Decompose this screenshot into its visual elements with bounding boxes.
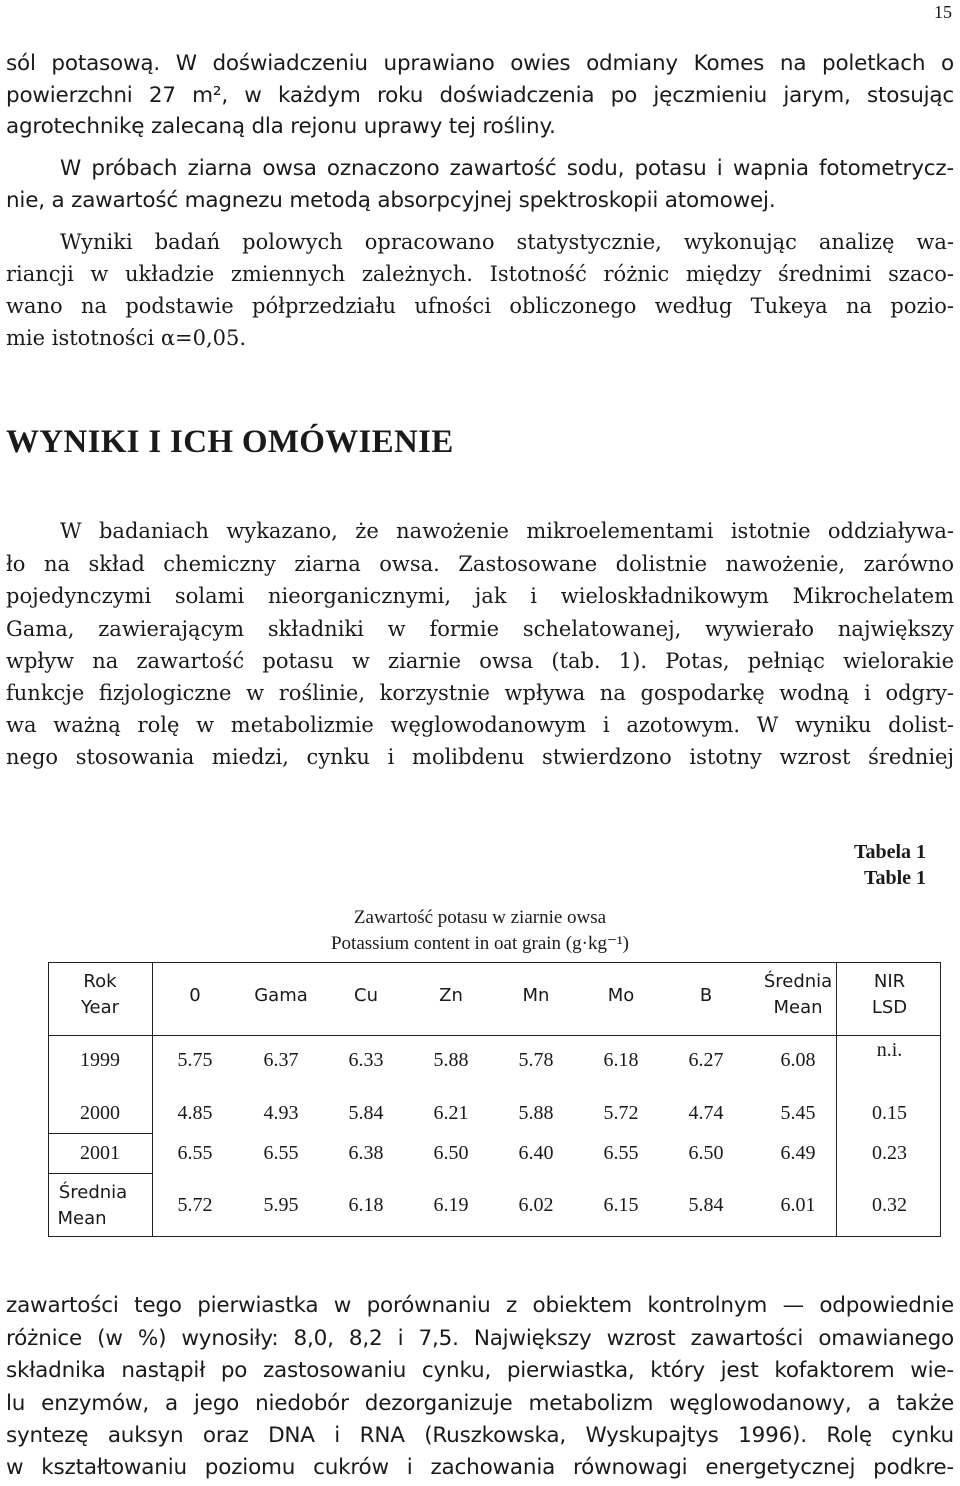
table-title-en: Potassium content in oat grain (g·kg⁻¹) [330,933,630,954]
mean-cell: 6.08 [780,1049,816,1071]
header-treatment: 0 [189,985,201,1006]
value-cell: 6.18 [603,1049,639,1071]
text-line: nie, a zawartość magnezu metodą absorpcyjnej spektroskopii atomowej. [6,188,776,213]
text-line: sól potasową. W doświadczeniu uprawiano owies odmiany Komes na poletkach o [6,51,954,76]
text-line: mie istotności α=0,05. [6,326,247,350]
text-line: funkcje fizjologiczne w roślinie, korzystnie wpływa na gospodarkę wodną i odgry- [6,681,954,705]
year-cell: 2000 [80,1102,120,1124]
value-cell: 6.55 [177,1142,213,1164]
header-treatment: B [699,985,713,1006]
value-cell: 6.18 [348,1194,384,1216]
value-cell: 6.37 [263,1049,299,1071]
table-caption-pl: Tabela 1 [853,841,926,863]
value-cell: 6.27 [688,1049,724,1071]
value-cell: 4.74 [688,1102,724,1124]
value-cell: 5.95 [263,1194,299,1216]
value-cell: 5.84 [688,1194,724,1216]
value-cell: 6.33 [348,1049,384,1071]
lsd-cell: 0.15 [872,1102,907,1124]
year-cell: 1999 [80,1049,120,1071]
text-line: wa ważną rolę w metabolizmie węglowodanowym i azotowym. W wyniku dolist- [6,713,954,737]
text-line: W próbach ziarna owsa oznaczono zawartość sodu, potasu i wapnia fotometrycz- [60,156,954,181]
text-line: pojedynczymi solami nieorganicznymi, jak i wieloskładnikowym Mikrochelatem [6,584,954,608]
text-line: ło na skład chemiczny ziarna owsa. Zastosowane dolistnie nawożenie, zarówno [6,552,954,576]
section-heading: WYNIKI I ICH OMÓWIENIE [6,424,454,460]
header-treatment: Cu [354,985,378,1006]
table-title-pl: Zawartość potasu w ziarnie owsa [353,907,607,928]
text-line: Wyniki badań polowych opracowano statystycznie, wykonując analizę wa- [60,230,954,254]
value-cell: 5.88 [433,1049,469,1071]
lsd-cell: n.i. [876,1039,903,1061]
value-cell: 4.93 [263,1102,299,1124]
value-cell: 5.88 [518,1102,554,1124]
header-treatment: Zn [439,985,463,1006]
text-line: Gama, zawierającym składniki w formie schelatowanej, wywierało największy [6,617,954,641]
header-lsd-pl: NIR [873,971,906,992]
header-treatment: Gama [254,985,308,1006]
text-line: wano na podstawie półprzedziału ufności obliczonego według Tukeya na pozio- [6,294,954,318]
header-divider [48,1035,941,1036]
lsd-cell: 0.32 [872,1194,907,1216]
mean-cell: 6.01 [780,1194,816,1216]
value-cell: 6.19 [433,1194,469,1216]
text-line: W badaniach wykazano, że nawożenie mikroelementami istotnie oddziaływa- [60,519,954,543]
value-cell: 6.15 [603,1194,639,1216]
header-treatment: Mn [522,985,550,1006]
text-line: wpływ na zawartość potasu w ziarnie owsa (tab. 1). Potas, pełniąc wielorakie [6,649,954,673]
value-cell: 5.72 [603,1102,639,1124]
header-treatment: Mo [607,985,635,1006]
value-cell: 6.38 [348,1142,384,1164]
value-cell: 6.40 [518,1142,554,1164]
header-mean-pl: Średnia [763,971,833,992]
lsd-cell: 0.23 [872,1142,907,1164]
value-cell: 6.50 [688,1142,724,1164]
text-line: riancji w układzie zmiennych zależnych. Istotność różnic między średnimi szaco- [6,262,954,286]
header-mean-en: Mean [773,997,823,1018]
header-year-en: Year [80,997,120,1018]
value-cell: 5.75 [177,1049,213,1071]
text-line: składnika nastąpił po zastosowaniu cynku, pierwiastka, który jest kofaktorem wie- [6,1358,954,1383]
mean-cell: 6.49 [780,1142,816,1164]
text-line: nego stosowania miedzi, cynku i molibdenu stwierdzono istotny wzrost średniej [6,745,954,769]
row-divider [48,1173,152,1174]
text-line: różnice (w %) wynosiły: 8,0, 8,2 i 7,5. Największy wzrost zawartości omawianego [6,1326,954,1351]
text-line: w kształtowaniu poziomu cukrów i zachowania równowagi energetycznej podkre- [6,1455,954,1480]
mean-row-label-pl: Średnia [58,1182,128,1203]
table-caption-en: Table 1 [863,867,926,889]
year-cell: 2001 [80,1142,120,1164]
column-divider [152,962,153,1237]
text-line: syntezę auksyn oraz DNA i RNA (Ruszkowska, Wyskupajtys 1996). Rolę cynku [6,1423,954,1448]
value-cell: 6.21 [433,1102,469,1124]
value-cell: 5.84 [348,1102,384,1124]
text-line: agrotechnikę zalecaną dla rejonu uprawy tej rośliny. [6,114,556,139]
header-year-pl: Rok [83,971,117,992]
text-line: lu enzymów, a jego niedobór dezorganizuje metabolizm węglowodanowy, a także [6,1391,954,1416]
header-lsd-en: LSD [871,997,908,1018]
value-cell: 5.72 [177,1194,213,1216]
row-divider [48,1133,152,1134]
page-number: 15 [934,2,952,22]
value-cell: 6.55 [603,1142,639,1164]
value-cell: 6.50 [433,1142,469,1164]
value-cell: 6.55 [263,1142,299,1164]
mean-cell: 5.45 [780,1102,816,1124]
text-line: zawartości tego pierwiastka w porównaniu z obiektem kontrolnym — odpowiednie [6,1293,954,1318]
value-cell: 6.02 [518,1194,554,1216]
text-line: powierzchni 27 m², w każdym roku doświadczenia po jęczmieniu jarym, stosując [6,83,954,108]
value-cell: 5.78 [518,1049,554,1071]
mean-row-label-en: Mean [57,1208,107,1229]
value-cell: 4.85 [177,1102,213,1124]
